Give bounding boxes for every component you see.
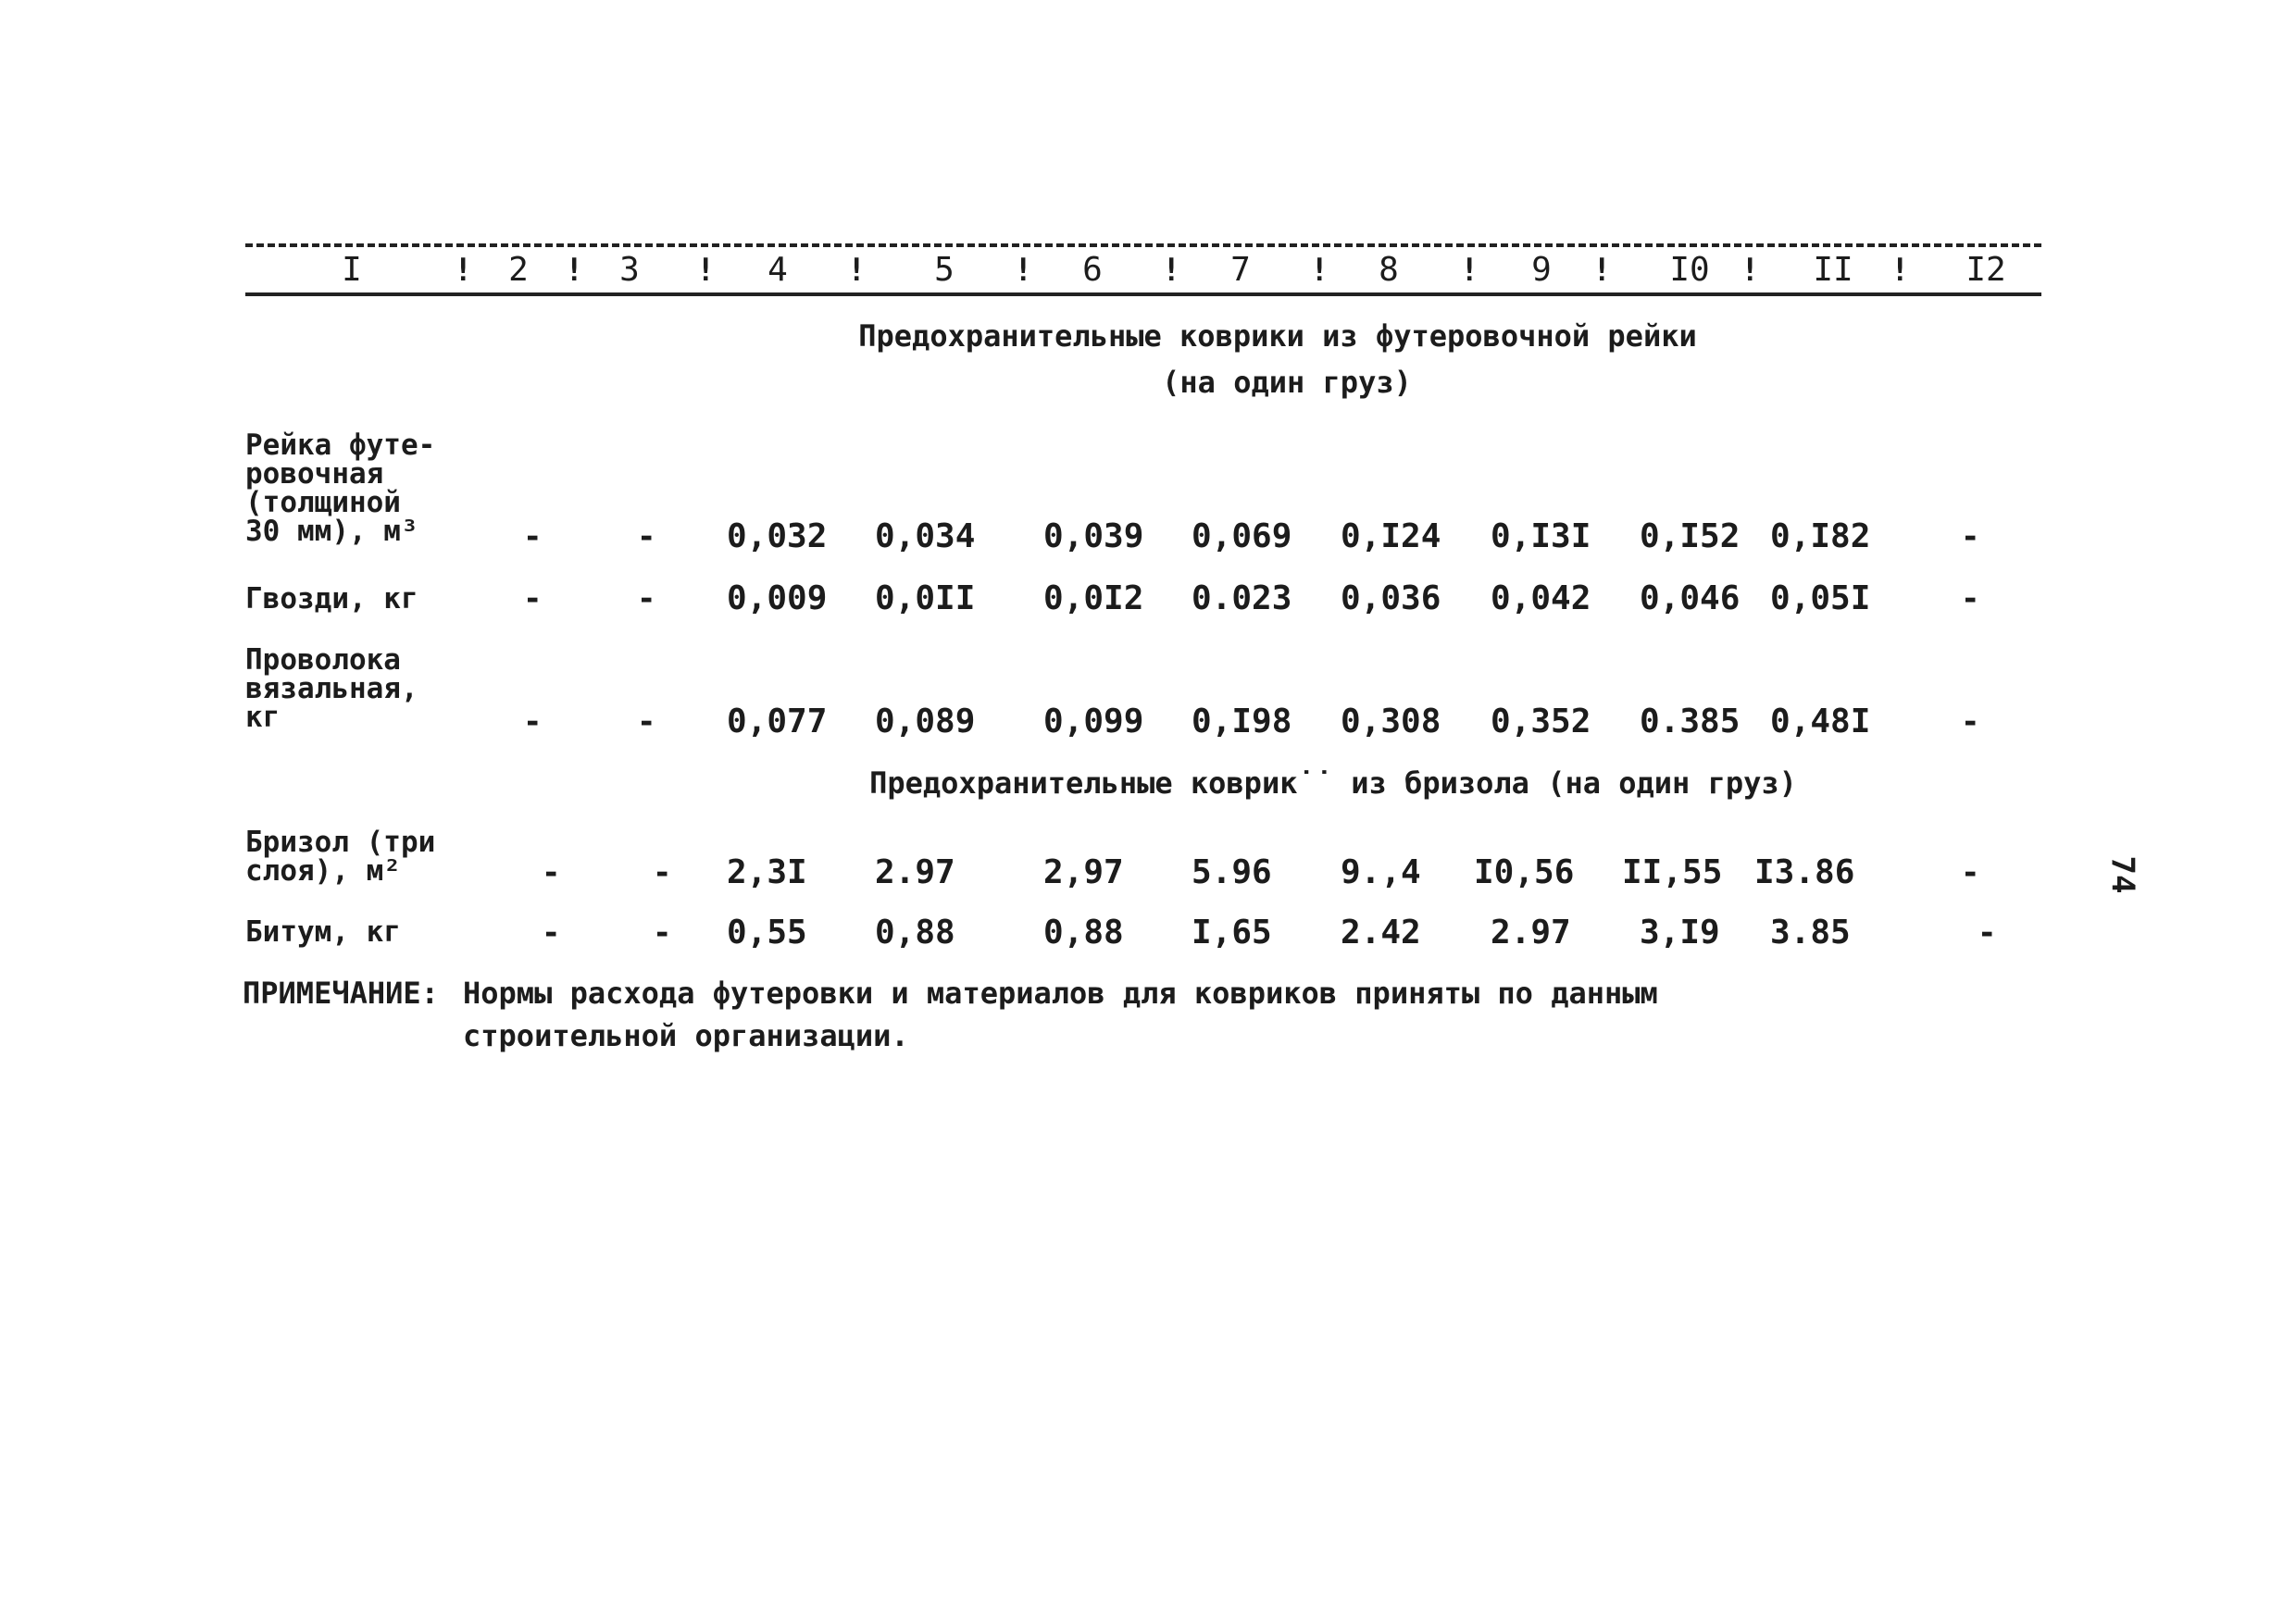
row-label-binding-wire: Проволока вязальная, кг: [245, 643, 418, 734]
column-header-8: 8: [1379, 251, 1399, 289]
table-cell: 0,099: [1043, 703, 1144, 740]
table-cell: 2.97: [1491, 914, 1571, 952]
column-separator: !: [454, 252, 473, 289]
column-header-4: 4: [767, 251, 788, 289]
column-header-5: 5: [934, 251, 955, 289]
table-cell: 2,3I: [727, 853, 807, 891]
section-title-lining-mats: Предохранительные коврики из футеровочной рейки: [858, 318, 1697, 354]
table-cell: 0,I24: [1341, 517, 1441, 555]
column-header-1: I: [342, 251, 362, 289]
table-cell: 0,034: [875, 517, 976, 555]
table-cell: -: [542, 914, 561, 952]
column-header-3: 3: [619, 251, 640, 289]
table-cell: 3.85: [1770, 914, 1851, 952]
note-text-line2: строительной организации.: [463, 1018, 909, 1053]
table-cell: -: [523, 703, 543, 740]
table-cell: 0,308: [1341, 703, 1441, 740]
column-separator: !: [1741, 252, 1760, 289]
table-cell: 5.96: [1192, 853, 1272, 891]
table-cell: -: [637, 518, 656, 555]
table-cell: II,55: [1622, 853, 1723, 891]
table-cell: 0,0I2: [1043, 579, 1144, 617]
table-cell: 0,352: [1491, 703, 1591, 740]
table-cell: 0,88: [1043, 914, 1124, 952]
table-cell: 0,I52: [1640, 517, 1741, 555]
table-cell: -: [523, 518, 543, 555]
column-separator: !: [1460, 252, 1479, 289]
table-cell: 9.‚4: [1341, 853, 1421, 891]
table-cell: -: [1961, 518, 1980, 555]
table-cell: 0,I98: [1192, 703, 1292, 740]
row-label-bitumen: Битум, кг: [245, 915, 401, 949]
table-cell: 0,0II: [875, 579, 976, 617]
section-subtitle-per-cargo: (на один груз): [1162, 365, 1412, 400]
column-separator: !: [1310, 252, 1329, 289]
table-top-rule: [245, 243, 2041, 247]
table-cell: 0,88: [875, 914, 955, 952]
table-cell: 0,I82: [1770, 517, 1871, 555]
table-cell: 2.42: [1341, 914, 1421, 952]
table-cell: -: [1961, 703, 1980, 740]
row-label-nails: Гвозди, кг: [245, 582, 418, 616]
table-cell: -: [637, 703, 656, 740]
column-header-11: II: [1813, 251, 1853, 289]
column-separator: !: [565, 252, 584, 289]
column-header-2: 2: [508, 251, 529, 289]
table-cell: I,65: [1192, 914, 1272, 952]
column-separator: !: [1890, 252, 1910, 289]
table-cell: 0,042: [1491, 579, 1591, 617]
table-cell: 0,55: [727, 914, 807, 952]
table-cell: -: [1961, 580, 1980, 617]
table-cell: 0.385: [1640, 703, 1741, 740]
column-header-6: 6: [1082, 251, 1103, 289]
table-cell: -: [637, 580, 656, 617]
section-title-brizol-mats: Предохранительные коврик˙˙ из бризола (на один груз): [869, 765, 1797, 801]
column-header-7: 7: [1230, 251, 1251, 289]
row-label-brizol: Бризол (три слоя), м²: [245, 826, 436, 888]
column-separator: !: [1162, 252, 1181, 289]
row-label-lining-rail: Рейка футе- ровочная (толщиной 30 мм), м³: [245, 429, 436, 548]
table-cell: 0,089: [875, 703, 976, 740]
column-separator: !: [1014, 252, 1033, 289]
table-cell: 3,I9: [1640, 914, 1720, 952]
column-header-10: I0: [1669, 251, 1710, 289]
table-cell: 0,009: [727, 579, 828, 617]
column-header-12: I2: [1965, 251, 2006, 289]
table-cell: -: [542, 854, 561, 891]
note-prefix: ПРИМЕЧАНИЕ:: [243, 976, 439, 1011]
table-cell: 0.023: [1192, 579, 1292, 617]
table-cell: -: [653, 914, 672, 952]
table-cell: 0,032: [727, 517, 828, 555]
table-cell: 0,48I: [1770, 703, 1871, 740]
column-separator: !: [847, 252, 867, 289]
table-cell: 0,I3I: [1491, 517, 1591, 555]
column-separator: !: [1592, 252, 1612, 289]
column-header-9: 9: [1531, 251, 1552, 289]
table-header-rule: [245, 292, 2041, 296]
table-cell: 0,05I: [1770, 579, 1871, 617]
column-separator: !: [696, 252, 716, 289]
table-cell: 0,077: [727, 703, 828, 740]
table-cell: 2.97: [875, 853, 955, 891]
table-cell: -: [523, 580, 543, 617]
table-cell: 2,97: [1043, 853, 1124, 891]
table-cell: 0,039: [1043, 517, 1144, 555]
table-cell: -: [1961, 854, 1980, 891]
table-cell: -: [653, 854, 672, 891]
table-cell: I3.86: [1754, 853, 1855, 891]
table-cell: 0,069: [1192, 517, 1292, 555]
note-text-line1: Нормы расхода футеровки и материалов для ковриков приняты по данным: [463, 976, 1658, 1011]
table-cell: 0,036: [1341, 579, 1441, 617]
table-cell: 0,046: [1640, 579, 1741, 617]
table-cell: I0,56: [1474, 853, 1575, 891]
page-number: 74: [2103, 855, 2141, 894]
table-cell: -: [1978, 914, 1997, 952]
